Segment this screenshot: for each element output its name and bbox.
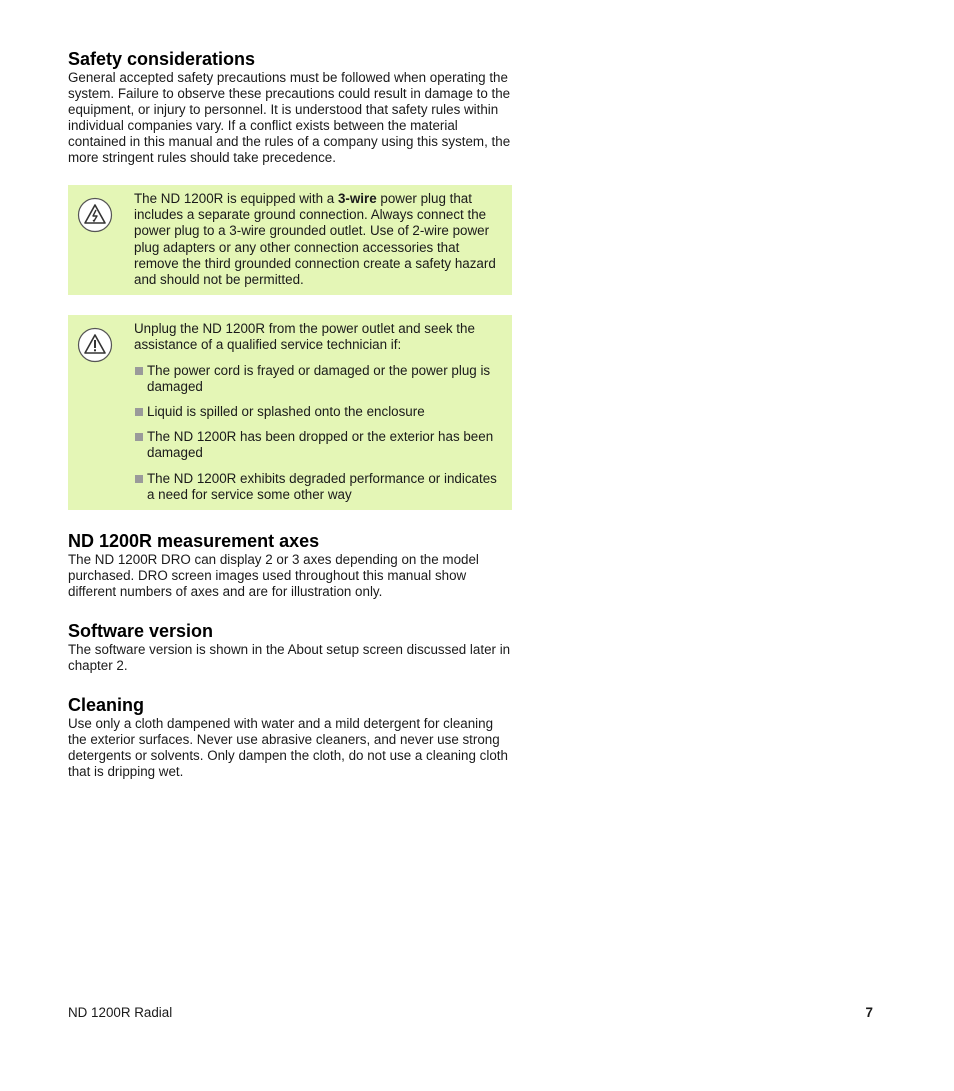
cleaning-section (68, 694, 512, 780)
unplug-note (68, 315, 512, 510)
software-heading: Software version (68, 621, 214, 642)
unplug-intro: Unplug the ND 1200R from the power outlet and seek the assistance of a qualified service technician if: (134, 321, 475, 353)
square-bullet-icon (135, 433, 143, 441)
three-wire-emphasis: 3-wire (337, 191, 377, 206)
list-item: The ND 1200R has been dropped or the exterior has been damaged (134, 429, 500, 461)
footer-title: ND 1200R Radial (68, 1005, 173, 1020)
unplug-conditions-list (134, 363, 500, 503)
page-number: 7 (865, 1005, 873, 1020)
software-section (68, 620, 512, 674)
list-item: The power cord is frayed or damaged or the power plug is damaged (134, 363, 500, 395)
ground-plug-text: The ND 1200R is equipped with a 3-wire power plug that includes a separate ground connection. Always connect the power plug to a 3-wire grounded outlet. Use of 2-wire power plug adapters or any other connection accessories that remove the third grounded connection create a safety hazard and should not be permitted. (134, 191, 496, 288)
safety-heading: Safety considerations (68, 49, 256, 69)
axes-heading: ND 1200R measurement axes (68, 531, 320, 552)
page-content (68, 48, 512, 780)
square-bullet-icon (135, 475, 143, 483)
electric-hazard-icon (77, 197, 113, 233)
square-bullet-icon (135, 367, 143, 375)
list-item: Liquid is spilled or splashed onto the enclosure (134, 404, 500, 420)
list-item: The ND 1200R exhibits degraded performance or indicates a need for service some other way (134, 471, 500, 503)
cleaning-heading: Cleaning (68, 695, 145, 716)
safety-body: General accepted safety precautions must be followed when operating the system. Failure to observe these precautions could result in damage to the equipment, or injury to personnel. It is understood that safety rules within individual companies vary. If a conflict exists between the material contained in this manual and the rules of a company using this system, the more stringent rules should take precedence. (68, 70, 511, 165)
cleaning-body: Use only a cloth dampened with water and a mild detergent for cleaning the exterior surfaces. Never use abrasive cleaners, and never use strong detergents or solvents. Only dampen the cloth, do not use a cleaning cloth that is dripping wet. (68, 716, 508, 780)
axes-body: The ND 1200R DRO can display 2 or 3 axes depending on the model purchased. DRO screen images used throughout this manual show different numbers of axes and are for illustration only. (68, 552, 479, 600)
software-body: The software version is shown in the About setup screen discussed later in chapter 2. (68, 642, 511, 674)
square-bullet-icon (135, 408, 143, 416)
safety-section (68, 48, 512, 510)
ground-plug-note (68, 185, 512, 295)
warning-icon (77, 327, 113, 363)
axes-section (68, 530, 512, 600)
